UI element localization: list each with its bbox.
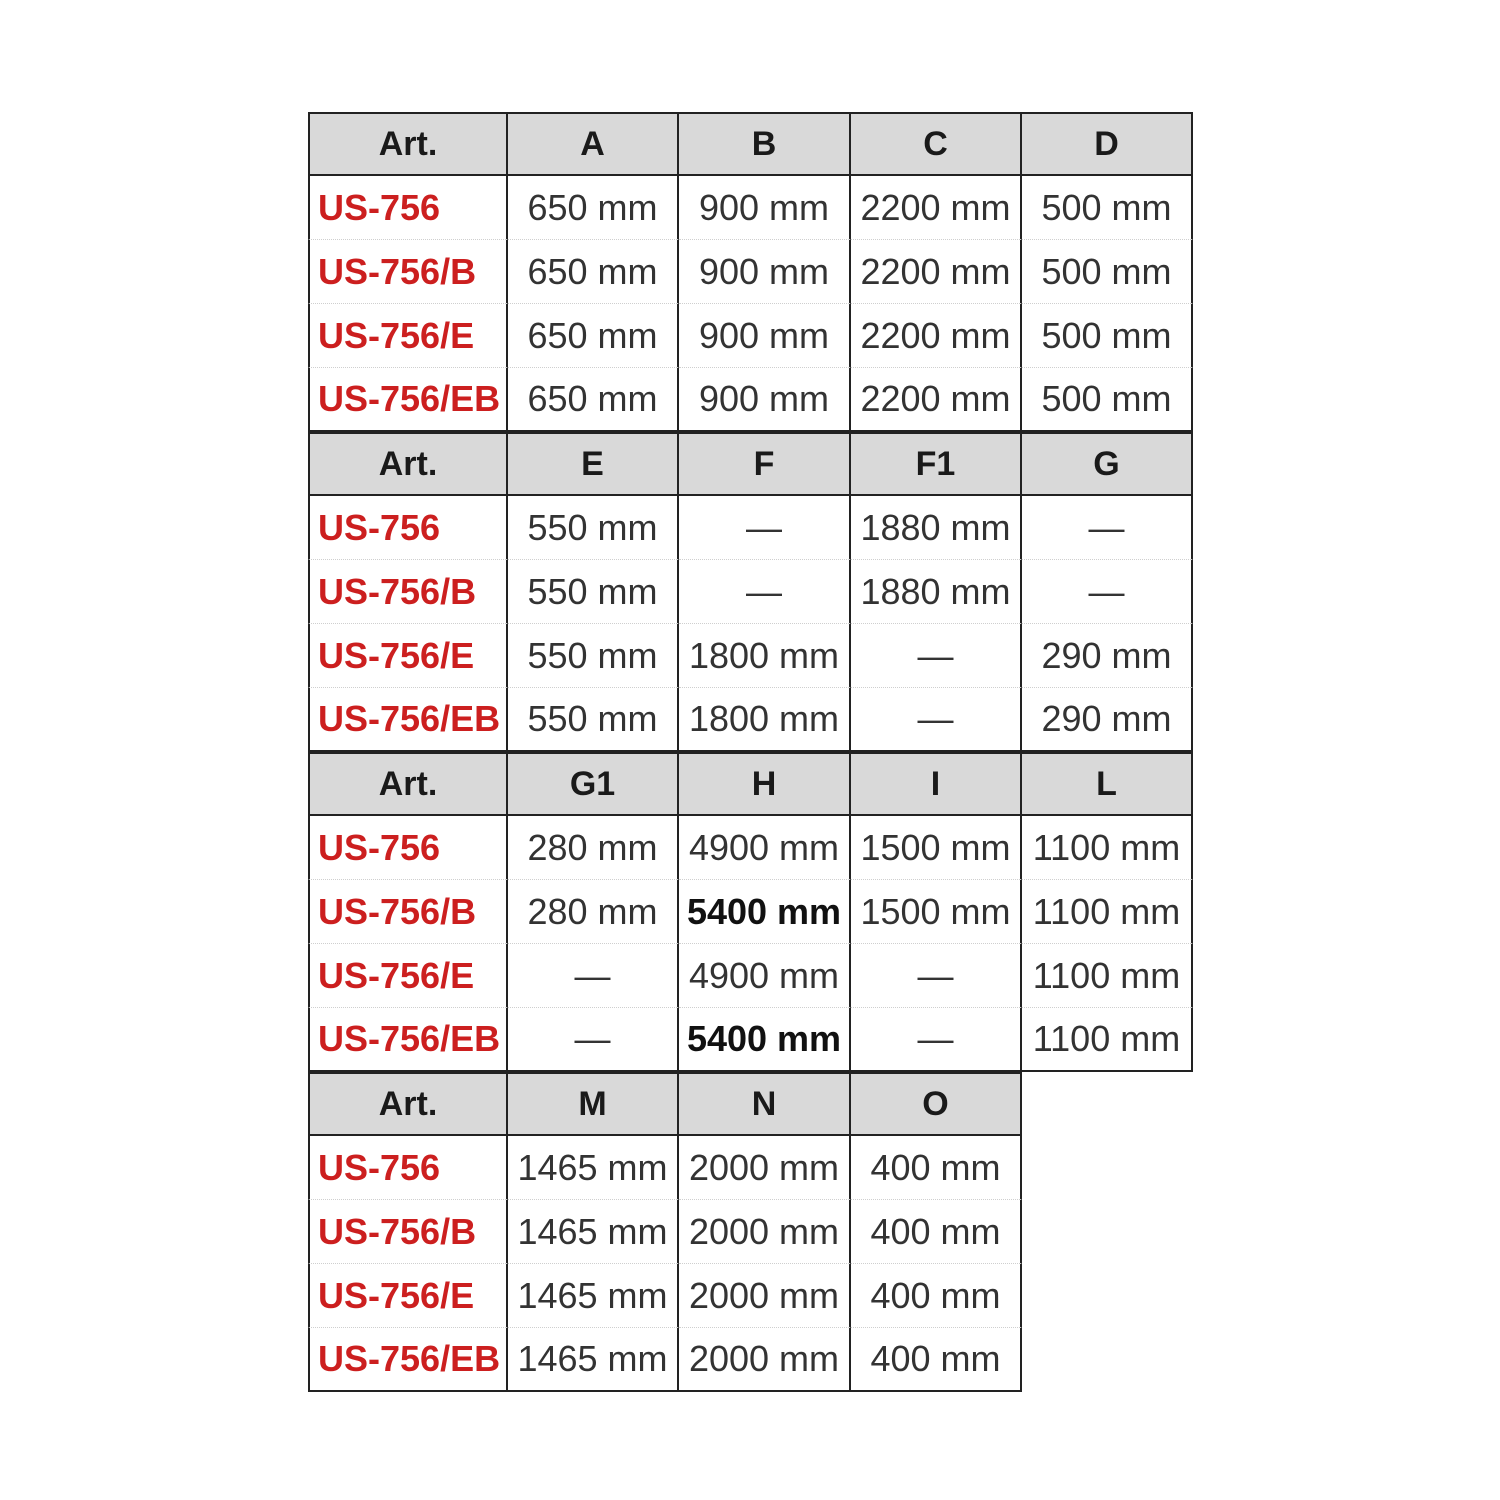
dimension-value: 550 mm [508, 496, 679, 560]
dimension-header: G [1022, 432, 1193, 496]
dimension-header: E [508, 432, 679, 496]
dimension-value: — [851, 944, 1022, 1008]
table-row [308, 688, 1194, 752]
dimension-value: — [508, 1008, 679, 1072]
article-code: US-756 [308, 816, 508, 880]
dimension-header: N [679, 1072, 851, 1136]
dimension-header: F [679, 432, 851, 496]
dimension-value: 1465 mm [508, 1136, 679, 1200]
dimension-value: 1100 mm [1022, 944, 1193, 1008]
article-code: US-756/E [308, 944, 508, 1008]
article-code: US-756/B [308, 240, 508, 304]
dimension-value: 650 mm [508, 304, 679, 368]
dimension-value: 2200 mm [851, 368, 1022, 432]
dimension-value: 280 mm [508, 816, 679, 880]
dimension-header: A [508, 112, 679, 176]
dimension-value: 2200 mm [851, 240, 1022, 304]
header-row [308, 432, 1194, 496]
dimension-value: 1880 mm [851, 496, 1022, 560]
dimension-value: 4900 mm [679, 816, 851, 880]
table-row [308, 1200, 1194, 1264]
dimension-value: 1800 mm [679, 688, 851, 752]
dimension-value: 900 mm [679, 176, 851, 240]
dimension-value: 400 mm [851, 1200, 1022, 1264]
spec-block [308, 432, 1194, 752]
dimension-value: 650 mm [508, 176, 679, 240]
dimension-value: — [851, 688, 1022, 752]
article-code: US-756/E [308, 304, 508, 368]
article-header: Art. [308, 432, 508, 496]
dimension-value: 500 mm [1022, 304, 1193, 368]
table-row [308, 1008, 1194, 1072]
dimension-value: 400 mm [851, 1136, 1022, 1200]
article-code: US-756/B [308, 880, 508, 944]
dimension-header: M [508, 1072, 679, 1136]
dimension-value: 280 mm [508, 880, 679, 944]
dimension-value: 650 mm [508, 240, 679, 304]
dimension-value: 1880 mm [851, 560, 1022, 624]
table-row [308, 496, 1194, 560]
dimension-header: D [1022, 112, 1193, 176]
header-row [308, 752, 1194, 816]
dimension-value: — [508, 944, 679, 1008]
article-code: US-756/E [308, 1264, 508, 1328]
table-row [308, 176, 1194, 240]
dimension-header: L [1022, 752, 1193, 816]
header-row [308, 1072, 1194, 1136]
article-code: US-756/E [308, 624, 508, 688]
dimension-value: 900 mm [679, 368, 851, 432]
dimension-value: 290 mm [1022, 624, 1193, 688]
dimension-value: 1100 mm [1022, 880, 1193, 944]
article-code: US-756 [308, 496, 508, 560]
dimension-value: — [1022, 560, 1193, 624]
dimension-header: F1 [851, 432, 1022, 496]
dimension-value: 900 mm [679, 304, 851, 368]
table-row [308, 624, 1194, 688]
dimension-value: — [679, 560, 851, 624]
dimension-value: 500 mm [1022, 240, 1193, 304]
dimension-value: 1100 mm [1022, 816, 1193, 880]
table-row [308, 304, 1194, 368]
dimension-value: 400 mm [851, 1264, 1022, 1328]
dimension-header: H [679, 752, 851, 816]
dimension-value: 550 mm [508, 688, 679, 752]
dimension-value: 2200 mm [851, 304, 1022, 368]
dimension-header: G1 [508, 752, 679, 816]
article-code: US-756/EB [308, 368, 508, 432]
spec-block [308, 752, 1194, 1072]
article-header: Art. [308, 1072, 508, 1136]
table-row [308, 368, 1194, 432]
dimension-header: O [851, 1072, 1022, 1136]
dimension-value: 2000 mm [679, 1264, 851, 1328]
dimension-value: 4900 mm [679, 944, 851, 1008]
dimension-value: 500 mm [1022, 368, 1193, 432]
table-row [308, 1328, 1194, 1392]
table-row [308, 880, 1194, 944]
dimension-header: B [679, 112, 851, 176]
dimension-value: 5400 mm [679, 880, 851, 944]
dimension-value: 1100 mm [1022, 1008, 1193, 1072]
dimension-value: 550 mm [508, 560, 679, 624]
dimension-value: 2000 mm [679, 1136, 851, 1200]
header-row [308, 112, 1194, 176]
article-code: US-756/EB [308, 688, 508, 752]
dimension-header: C [851, 112, 1022, 176]
table-row [308, 944, 1194, 1008]
dimension-value: 1800 mm [679, 624, 851, 688]
dimension-value: 1465 mm [508, 1328, 679, 1392]
article-code: US-756/EB [308, 1328, 508, 1392]
article-header: Art. [308, 752, 508, 816]
dimension-value: 2000 mm [679, 1200, 851, 1264]
dimension-value: 1500 mm [851, 880, 1022, 944]
dimension-value: 650 mm [508, 368, 679, 432]
dimension-value: — [1022, 496, 1193, 560]
dimension-value: 2200 mm [851, 176, 1022, 240]
dimension-value: — [851, 1008, 1022, 1072]
dimension-value: — [851, 624, 1022, 688]
dimension-value: 550 mm [508, 624, 679, 688]
dimension-value: 5400 mm [679, 1008, 851, 1072]
dimension-header: I [851, 752, 1022, 816]
dimension-value: 500 mm [1022, 176, 1193, 240]
table-row [308, 240, 1194, 304]
article-code: US-756 [308, 176, 508, 240]
spec-block [308, 112, 1194, 432]
dimension-value: 400 mm [851, 1328, 1022, 1392]
article-code: US-756/EB [308, 1008, 508, 1072]
dimension-value: 900 mm [679, 240, 851, 304]
table-row [308, 1264, 1194, 1328]
article-code: US-756/B [308, 560, 508, 624]
dimension-value: — [679, 496, 851, 560]
spec-block [308, 1072, 1194, 1392]
article-code: US-756 [308, 1136, 508, 1200]
article-code: US-756/B [308, 1200, 508, 1264]
dimension-value: 2000 mm [679, 1328, 851, 1392]
table-row [308, 560, 1194, 624]
dimension-value: 1500 mm [851, 816, 1022, 880]
table-row [308, 816, 1194, 880]
dimension-value: 1465 mm [508, 1264, 679, 1328]
dimension-value: 290 mm [1022, 688, 1193, 752]
article-header: Art. [308, 112, 508, 176]
dimensions-spec-table [308, 112, 1194, 1392]
dimension-value: 1465 mm [508, 1200, 679, 1264]
table-row [308, 1136, 1194, 1200]
